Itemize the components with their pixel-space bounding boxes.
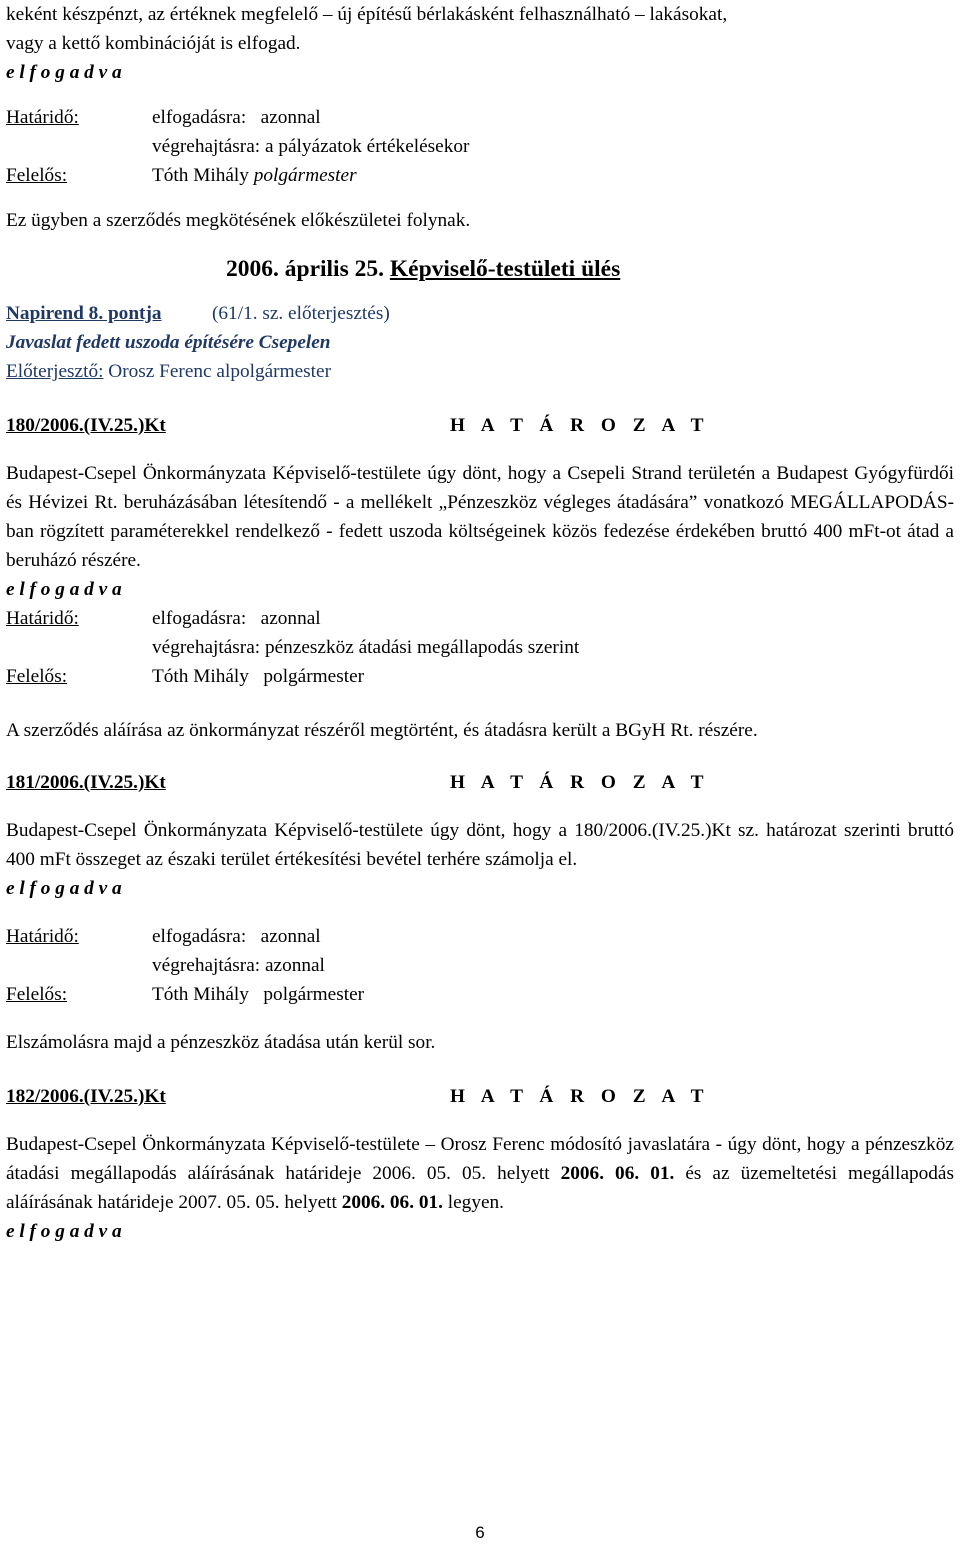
responsible-role: polgármester bbox=[263, 666, 365, 687]
responsible-value bbox=[152, 662, 954, 691]
presenter-name: Orosz Ferenc alpolgármester bbox=[103, 361, 331, 382]
body-part-a: Budapest-Csepel Önkormányzata Képviselő-testülete – Orosz Ferenc módosító javaslatára - úgy dönt, hogy a pénzeszköz átadási megállapodás aláírásának határideje 2006. 05. 05. helyett bbox=[6, 1134, 954, 1184]
resolution-181 bbox=[6, 768, 954, 1057]
deadline-label: Határidő: bbox=[6, 107, 79, 128]
deadline-accept: elfogadásra: azonnal bbox=[152, 608, 321, 629]
responsible-label: Felelős: bbox=[6, 666, 68, 687]
resolution-body: Budapest-Csepel Önkormányzata Képviselő-testülete úgy dönt, hogy a 180/2006.(IV.25.)Kt sz. határozat szerinti bruttó 400 mFt összeget az északi terület értékesítési bevétel terhére számolja el. bbox=[6, 820, 954, 870]
resolution-note: Elszámolásra majd a pénzeszköz átadása után kerül sor. bbox=[6, 1032, 436, 1053]
deadline-execute: végrehajtásra: pénzeszköz átadási megállapodás szerint bbox=[152, 637, 580, 658]
status-text: Ez ügyben a szerződés megkötésének előkészületei folynak. bbox=[6, 210, 471, 231]
session-header bbox=[226, 253, 954, 285]
accepted-label: e l f o g a d v a bbox=[6, 62, 122, 83]
deadline-label: Határidő: bbox=[6, 608, 79, 629]
responsible-label: Felelős: bbox=[6, 165, 68, 186]
accepted-label: e l f o g a d v a bbox=[6, 1221, 122, 1242]
body-part-c: legyen. bbox=[442, 1192, 504, 1213]
new-date-a: 2006. 06. 01. bbox=[560, 1163, 675, 1184]
new-date-b: 2006. 06. 01. bbox=[341, 1192, 443, 1213]
deadline-label: Határidő: bbox=[6, 926, 79, 947]
responsible-value bbox=[152, 980, 954, 1009]
intro-text bbox=[6, 0, 954, 58]
deadline-block bbox=[6, 103, 954, 190]
resolution-body: Budapest-Csepel Önkormányzata Képviselő-testülete úgy dönt, hogy a Csepeli Strand területén a Budapest Gyógyfürdői és Hévizei Rt. beruházásában létesítendő - a mellékelt „Pénzeszköz végleges átadására” vonatkozó MEGÁLLAPODÁS-ban rögzített paraméterekkel rendelkező - fedett uszoda költségeinek közös fedezése érdekében bruttó 400 mFt-ot átad a beruházó részére. bbox=[6, 463, 954, 571]
responsible-name: Tóth Mihály bbox=[152, 165, 249, 186]
responsible-label: Felelős: bbox=[6, 984, 68, 1005]
resolution-title: H A T Á R O Z A T bbox=[450, 772, 710, 793]
deadline-accept: elfogadásra: azonnal bbox=[152, 107, 321, 128]
agenda-presenter bbox=[6, 357, 954, 386]
agenda-label: Napirend 8. pontja bbox=[6, 303, 162, 324]
resolution-header bbox=[6, 411, 954, 440]
presenter-label: Előterjesztő: bbox=[6, 361, 104, 382]
deadline-execute: végrehajtásra: a pályázatok értékelésekor bbox=[152, 136, 470, 157]
resolution-body bbox=[6, 1130, 954, 1217]
resolution-note: A szerződés aláírása az önkormányzat részéről megtörtént, és átadásra került a BGyH Rt. részére. bbox=[6, 720, 758, 741]
resolution-number: 181/2006.(IV.25.)Kt bbox=[6, 772, 166, 793]
accepted-label: e l f o g a d v a bbox=[6, 878, 122, 899]
responsible-role: polgármester bbox=[263, 984, 365, 1005]
resolution-number: 182/2006.(IV.25.)Kt bbox=[6, 1086, 166, 1107]
agenda-subject: Javaslat fedett uszoda építésére Csepelen bbox=[6, 332, 331, 353]
session-name: Képviselő-testületi ülés bbox=[389, 256, 621, 282]
body-part-b: és az üzemeltetési megállapodás aláírásának határideje 2007. 05. 05. helyett bbox=[6, 1163, 954, 1213]
deadline-block bbox=[6, 604, 954, 691]
responsible-role: polgármester bbox=[253, 165, 357, 186]
resolution-title: H A T Á R O Z A T bbox=[450, 1086, 710, 1107]
deadline-accept: elfogadásra: azonnal bbox=[152, 926, 321, 947]
agenda-block bbox=[6, 299, 954, 386]
session-date: 2006. április 25. bbox=[226, 256, 384, 282]
responsible-name: Tóth Mihály bbox=[152, 984, 249, 1005]
accepted-label: e l f o g a d v a bbox=[6, 579, 122, 600]
resolution-title: H A T Á R O Z A T bbox=[450, 415, 710, 436]
responsible-value bbox=[152, 161, 954, 190]
agenda-line bbox=[6, 299, 954, 328]
resolution-header bbox=[6, 768, 954, 797]
intro-line-1: keként készpénzt, az értéknek megfelelő – új építésű bérlakásként felhasználható – lakásokat, bbox=[6, 4, 728, 25]
resolution-header bbox=[6, 1082, 954, 1111]
page-number: 6 bbox=[475, 1523, 485, 1542]
resolution-number: 180/2006.(IV.25.)Kt bbox=[6, 415, 166, 436]
responsible-name: Tóth Mihály bbox=[152, 666, 249, 687]
deadline-execute: végrehajtásra: azonnal bbox=[152, 955, 325, 976]
deadline-block bbox=[6, 922, 954, 1009]
agenda-ref: (61/1. sz. előterjesztés) bbox=[212, 303, 390, 324]
resolution-182 bbox=[6, 1082, 954, 1246]
resolution-180 bbox=[6, 411, 954, 745]
intro-line-2: vagy a kettő kombinációját is elfogad. bbox=[6, 33, 301, 54]
